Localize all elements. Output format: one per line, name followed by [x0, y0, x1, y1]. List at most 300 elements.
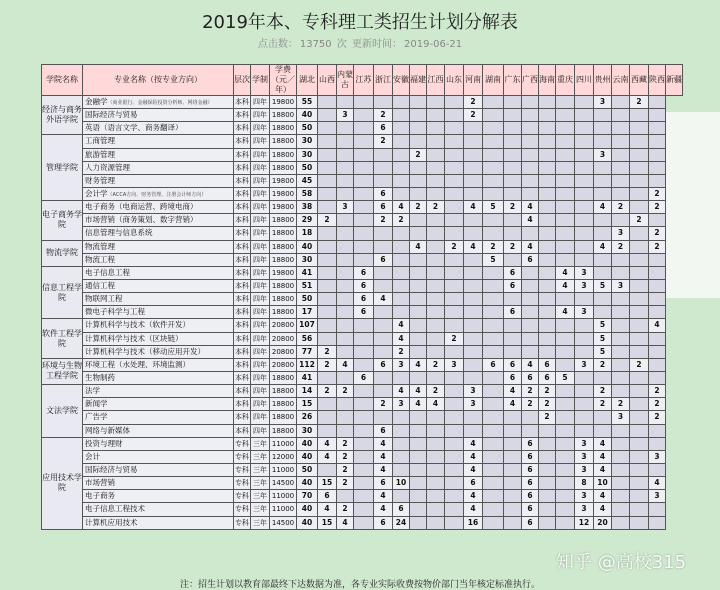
quota-cell: 5 [556, 371, 575, 384]
quota-cell [556, 109, 575, 122]
quota-cell [539, 490, 556, 503]
enrollment-table-container [41, 64, 683, 530]
quota-cell [393, 187, 410, 200]
table-row [42, 240, 683, 253]
quota-cell [539, 214, 556, 227]
quota-cell [318, 266, 337, 279]
quota-cell [612, 345, 630, 358]
quota-cell [337, 490, 354, 503]
column-header: 湖北 [297, 65, 318, 96]
fee-cell: 18800 [270, 109, 297, 122]
fee-cell: 19800 [270, 96, 297, 109]
fee-cell: 18800 [270, 306, 297, 319]
quota-cell: 50 [297, 293, 318, 306]
quota-cell: 30 [297, 148, 318, 161]
quota-cell: 10 [393, 477, 410, 490]
quota-cell [539, 148, 556, 161]
quota-cell [594, 122, 612, 135]
quota-cell [445, 122, 464, 135]
quota-cell [539, 253, 556, 266]
major-name [83, 437, 234, 450]
quota-cell: 2 [649, 385, 666, 398]
quota-cell [594, 306, 612, 319]
quota-cell [410, 332, 427, 345]
quota-cell: 3 [575, 503, 594, 516]
fee-cell: 11000 [270, 463, 297, 476]
quota-cell [556, 450, 575, 463]
fee-cell: 18800 [270, 122, 297, 135]
fee-cell: 14500 [270, 477, 297, 490]
years-cell: 三年 [251, 503, 270, 516]
clicks-unit: 次 [336, 39, 347, 50]
quota-cell [318, 148, 337, 161]
quota-cell: 4 [464, 201, 483, 214]
quota-cell: 6 [354, 266, 374, 279]
quota-cell: 8 [575, 477, 594, 490]
quota-cell [612, 161, 630, 174]
column-header: 广东 [504, 65, 522, 96]
quota-cell [539, 201, 556, 214]
quota-cell [539, 450, 556, 463]
quota-cell: 2 [539, 385, 556, 398]
quota-cell [522, 332, 539, 345]
quota-cell: 6 [354, 306, 374, 319]
quota-cell: 2 [612, 201, 630, 214]
major-label: 电子商务（电商运营、跨境电商） [85, 202, 198, 212]
quota-cell: 2 [318, 358, 337, 371]
quota-cell [445, 253, 464, 266]
fee-cell: 11000 [270, 503, 297, 516]
quota-cell [556, 174, 575, 187]
quota-cell [594, 253, 612, 266]
quota-cell [630, 187, 649, 200]
quota-cell [612, 437, 630, 450]
quota-cell [354, 332, 374, 345]
quota-cell [612, 463, 630, 476]
table-row [42, 96, 683, 109]
quota-cell [594, 187, 612, 200]
quota-cell [575, 135, 594, 148]
quota-cell: 3 [612, 227, 630, 240]
major-name [83, 398, 234, 411]
quota-cell [410, 279, 427, 292]
quota-cell: 2 [539, 411, 556, 424]
quota-cell [612, 424, 630, 437]
quota-cell [522, 306, 539, 319]
quota-cell: 6 [504, 306, 522, 319]
quota-cell [539, 477, 556, 490]
quota-cell: 58 [297, 187, 318, 200]
quota-cell: 4 [522, 240, 539, 253]
quota-cell [318, 306, 337, 319]
quota-cell [410, 503, 427, 516]
quota-cell [427, 279, 445, 292]
level-cell: 本科 [234, 306, 251, 319]
quota-cell [410, 345, 427, 358]
quota-cell [556, 161, 575, 174]
quota-cell [318, 253, 337, 266]
quota-cell [575, 201, 594, 214]
quota-cell [483, 450, 504, 463]
fee-cell: 19800 [270, 266, 297, 279]
table-row [42, 135, 683, 148]
quota-cell [354, 319, 374, 332]
column-header: 重庆 [556, 65, 575, 96]
quota-cell [539, 503, 556, 516]
quota-cell [575, 187, 594, 200]
quota-cell [612, 371, 630, 384]
quota-cell [649, 424, 666, 437]
quota-cell [318, 240, 337, 253]
quota-cell [354, 187, 374, 200]
quota-cell [556, 96, 575, 109]
major-label: 电子信息工程 [85, 267, 130, 277]
quota-cell [630, 411, 649, 424]
quota-cell [575, 345, 594, 358]
quota-cell [556, 319, 575, 332]
major-label: 金融学 [85, 96, 108, 106]
quota-cell [630, 161, 649, 174]
quota-cell: 6 [393, 503, 410, 516]
quota-cell: 6 [504, 279, 522, 292]
quota-cell [337, 240, 354, 253]
quota-cell [483, 490, 504, 503]
quota-cell [464, 411, 483, 424]
major-name [83, 371, 234, 384]
quota-cell [464, 371, 483, 384]
quota-cell: 2 [522, 385, 539, 398]
table-row [42, 332, 683, 345]
major-name [83, 358, 234, 371]
quota-cell [410, 109, 427, 122]
quota-cell [410, 187, 427, 200]
level-cell: 本科 [234, 122, 251, 135]
quota-cell: 2 [393, 345, 410, 358]
table-header-row [42, 65, 683, 96]
quota-cell [393, 450, 410, 463]
quota-cell [445, 148, 464, 161]
quota-cell [483, 503, 504, 516]
column-header: 专业名称（按专业方向） [83, 65, 234, 96]
quota-cell: 6 [354, 279, 374, 292]
quota-cell: 2 [464, 96, 483, 109]
table-row [42, 214, 683, 227]
quota-cell [539, 109, 556, 122]
major-label: 物联网工程 [85, 294, 123, 304]
quota-cell [445, 503, 464, 516]
quota-cell [539, 240, 556, 253]
quota-cell [354, 503, 374, 516]
quota-cell: 6 [522, 490, 539, 503]
fee-cell: 18800 [270, 371, 297, 384]
level-cell: 本科 [234, 385, 251, 398]
quota-cell [612, 319, 630, 332]
fee-cell: 19800 [270, 174, 297, 187]
quota-cell [483, 96, 504, 109]
column-header: 广西 [522, 65, 539, 96]
quota-cell: 4 [464, 463, 483, 476]
quota-cell: 4 [594, 240, 612, 253]
fee-cell: 11000 [270, 490, 297, 503]
quota-cell [318, 293, 337, 306]
table-row [42, 148, 683, 161]
table-row [42, 293, 683, 306]
table-row [42, 122, 683, 135]
quota-cell [504, 319, 522, 332]
quota-cell: 4 [594, 463, 612, 476]
quota-cell [575, 174, 594, 187]
quota-cell: 2 [594, 358, 612, 371]
quota-cell [504, 411, 522, 424]
quota-cell [354, 227, 374, 240]
quota-cell [374, 306, 393, 319]
major-label: 市场营销（商务策划、数字营销） [85, 215, 198, 225]
years-cell: 四年 [251, 398, 270, 411]
updated-date: 2019-06-21 [404, 39, 463, 50]
quota-cell [522, 411, 539, 424]
quota-cell: 4 [556, 266, 575, 279]
quota-cell: 3 [594, 148, 612, 161]
level-cell: 专科 [234, 437, 251, 450]
quota-cell: 2 [504, 240, 522, 253]
quota-cell [612, 477, 630, 490]
quota-cell [445, 385, 464, 398]
quota-cell: 40 [297, 240, 318, 253]
quota-cell [612, 135, 630, 148]
quota-cell [318, 332, 337, 345]
quota-cell [354, 240, 374, 253]
quota-cell [539, 279, 556, 292]
table-row [42, 463, 683, 476]
quota-cell [337, 96, 354, 109]
table-row [42, 358, 683, 371]
quota-cell: 6 [374, 358, 393, 371]
quota-cell [464, 174, 483, 187]
quota-cell: 3 [393, 358, 410, 371]
quota-cell [464, 358, 483, 371]
quota-cell [483, 122, 504, 135]
quota-cell [354, 477, 374, 490]
quota-cell: 3 [337, 201, 354, 214]
college-name: 信息工程学院 [42, 266, 83, 319]
quota-cell: 2 [504, 201, 522, 214]
quota-cell [427, 135, 445, 148]
column-header: 四川 [575, 65, 594, 96]
quota-cell: 2 [337, 450, 354, 463]
quota-cell [556, 477, 575, 490]
quota-cell [539, 424, 556, 437]
quota-cell: 4 [522, 201, 539, 214]
years-cell: 四年 [251, 358, 270, 371]
quota-cell [393, 174, 410, 187]
quota-cell [393, 490, 410, 503]
quota-cell [504, 135, 522, 148]
quota-cell: 3 [575, 358, 594, 371]
quota-cell: 50 [297, 161, 318, 174]
level-cell: 本科 [234, 371, 251, 384]
table-row [42, 345, 683, 358]
quota-cell [504, 148, 522, 161]
quota-cell [630, 227, 649, 240]
quota-cell [410, 306, 427, 319]
major-name [83, 227, 234, 240]
quota-cell [649, 122, 666, 135]
years-cell: 四年 [251, 266, 270, 279]
quota-cell [630, 148, 649, 161]
major-label: 物流工程 [85, 254, 115, 264]
quota-cell [483, 371, 504, 384]
quota-cell: 40 [297, 477, 318, 490]
quota-cell [594, 227, 612, 240]
quota-cell [556, 490, 575, 503]
table-row [42, 187, 683, 200]
quota-cell: 4 [464, 490, 483, 503]
quota-cell [445, 201, 464, 214]
quota-cell: 3 [393, 398, 410, 411]
quota-cell [556, 227, 575, 240]
quota-cell [354, 398, 374, 411]
quota-cell [337, 371, 354, 384]
watermark: 知乎 @高校315 [556, 552, 687, 573]
clicks-label: 点击数： [257, 39, 298, 50]
quota-cell [575, 385, 594, 398]
quota-cell [354, 161, 374, 174]
quota-cell [374, 266, 393, 279]
quota-cell [427, 411, 445, 424]
quota-cell [504, 227, 522, 240]
quota-cell [374, 279, 393, 292]
quota-cell: 2 [318, 385, 337, 398]
quota-cell: 4 [594, 450, 612, 463]
quota-cell [612, 332, 630, 345]
column-header: 江苏 [354, 65, 374, 96]
quota-cell: 4 [410, 398, 427, 411]
quota-cell [483, 411, 504, 424]
quota-cell: 112 [297, 358, 318, 371]
quota-cell [393, 148, 410, 161]
quota-cell [410, 122, 427, 135]
quota-cell [504, 490, 522, 503]
quota-cell: 2 [483, 240, 504, 253]
college-name: 管理学院 [42, 135, 83, 201]
quota-cell [556, 358, 575, 371]
quota-cell: 6 [374, 424, 393, 437]
quota-cell [464, 122, 483, 135]
quota-cell [445, 398, 464, 411]
quota-cell: 50 [297, 122, 318, 135]
quota-cell: 5 [594, 279, 612, 292]
years-cell: 四年 [251, 240, 270, 253]
quota-cell: 5 [483, 201, 504, 214]
quota-cell: 10 [594, 477, 612, 490]
major-name [83, 266, 234, 279]
quota-cell: 17 [297, 306, 318, 319]
quota-cell [612, 174, 630, 187]
quota-cell [337, 266, 354, 279]
column-header: 云南 [612, 65, 630, 96]
level-cell: 本科 [234, 240, 251, 253]
quota-cell [649, 358, 666, 371]
fee-cell: 20800 [270, 319, 297, 332]
table-row [42, 424, 683, 437]
quota-cell [445, 450, 464, 463]
major-note: （商业银行、金融保险投资分析师、网络金融） [107, 99, 213, 106]
quota-cell: 4 [464, 437, 483, 450]
quota-cell: 3 [612, 279, 630, 292]
years-cell: 四年 [251, 96, 270, 109]
major-label: 新闻学 [85, 399, 108, 409]
quota-cell: 4 [337, 516, 354, 529]
quota-cell: 6 [374, 253, 393, 266]
quota-cell [649, 293, 666, 306]
quota-cell: 2 [374, 135, 393, 148]
years-cell: 四年 [251, 253, 270, 266]
quota-cell [630, 371, 649, 384]
quota-cell [556, 385, 575, 398]
quota-cell [410, 319, 427, 332]
quota-cell [612, 214, 630, 227]
quota-cell [575, 411, 594, 424]
quota-cell [464, 319, 483, 332]
major-name [83, 332, 234, 345]
major-label: 信息管理与信息系统 [85, 228, 153, 238]
quota-cell: 5 [483, 253, 504, 266]
quota-cell [337, 345, 354, 358]
quota-cell [410, 463, 427, 476]
quota-cell [483, 174, 504, 187]
quota-cell [318, 424, 337, 437]
years-cell: 四年 [251, 187, 270, 200]
quota-cell [539, 266, 556, 279]
quota-cell [539, 161, 556, 174]
major-name [83, 174, 234, 187]
level-cell: 专科 [234, 516, 251, 529]
quota-cell [575, 214, 594, 227]
quota-cell [337, 253, 354, 266]
major-label: 财务管理 [85, 175, 115, 185]
quota-cell [410, 477, 427, 490]
quota-cell: 6 [522, 477, 539, 490]
clicks-count: 13750 [299, 39, 332, 50]
college-name: 文法学院 [42, 385, 83, 438]
column-header: 福建 [410, 65, 427, 96]
major-note: （ACCA方向、财务管理、注册会计师方向） [107, 191, 207, 198]
quota-cell [410, 266, 427, 279]
column-header: 海南 [539, 65, 556, 96]
years-cell: 三年 [251, 437, 270, 450]
column-header: 安徽 [393, 65, 410, 96]
quota-cell: 2 [337, 463, 354, 476]
college-name: 经济与商务外语学院 [42, 96, 83, 135]
quota-cell [575, 122, 594, 135]
quota-cell [483, 227, 504, 240]
quota-cell [594, 135, 612, 148]
quota-cell [649, 161, 666, 174]
quota-cell [556, 437, 575, 450]
major-label: 国际经济与贸易 [85, 110, 138, 120]
quota-cell [427, 345, 445, 358]
table-row [42, 253, 683, 266]
fee-cell: 18800 [270, 253, 297, 266]
quota-cell [630, 477, 649, 490]
quota-cell: 3 [649, 490, 666, 503]
quota-cell [427, 122, 445, 135]
quota-cell [427, 253, 445, 266]
quota-cell [445, 319, 464, 332]
quota-cell [630, 201, 649, 214]
major-name [83, 503, 234, 516]
quota-cell: 2 [649, 240, 666, 253]
